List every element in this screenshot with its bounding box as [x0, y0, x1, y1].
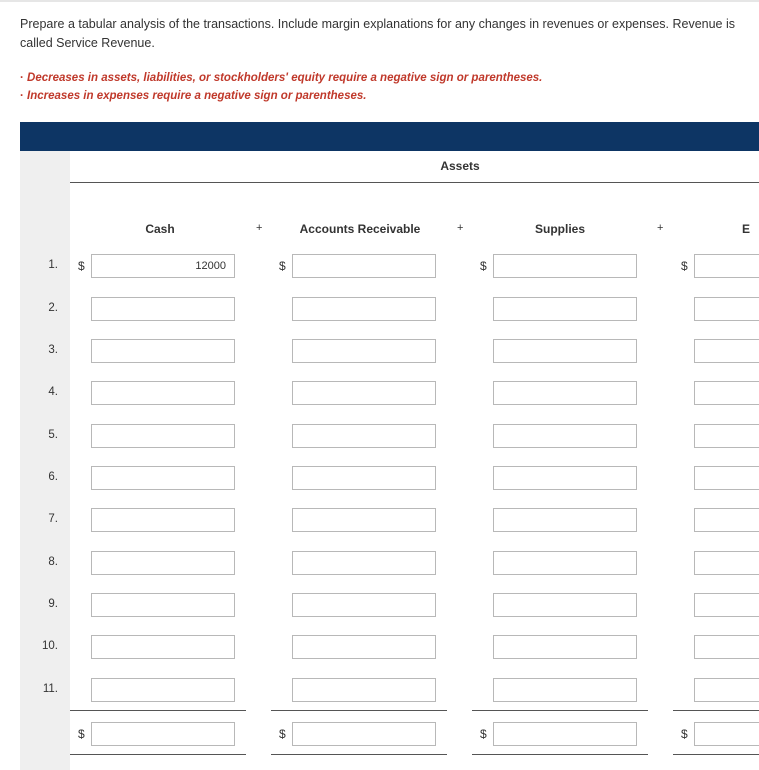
currency-symbol: $ — [480, 727, 487, 741]
input-supplies-row-9[interactable] — [493, 593, 637, 617]
column-header-supplies: Supplies — [534, 222, 585, 236]
row-number: 5. — [48, 429, 58, 441]
double-line-equipment — [673, 754, 759, 755]
input-cash-row-8[interactable] — [91, 551, 235, 575]
assets-group-header: Assets — [440, 159, 480, 173]
input-supplies-row-4[interactable] — [493, 381, 637, 405]
input-equipment-row-2[interactable] — [694, 297, 759, 321]
currency-symbol: $ — [78, 259, 85, 273]
currency-symbol: $ — [78, 727, 85, 741]
row-number: 6. — [48, 471, 58, 483]
sign-notes — [20, 69, 735, 105]
input-accounts-receivable-row-8[interactable] — [292, 551, 436, 575]
column-header-equipment-truncated: E — [742, 222, 751, 236]
input-supplies-row-2[interactable] — [493, 297, 637, 321]
input-supplies-row-10[interactable] — [493, 635, 637, 659]
input-accounts-receivable-row-1[interactable] — [292, 254, 436, 278]
input-equipment-row-8[interactable] — [694, 551, 759, 575]
input-cash-row-1[interactable]: 12000 — [91, 254, 235, 278]
note-increases-text: Increases in expenses require a negative sign or parentheses. — [27, 90, 367, 102]
double-line-accounts-receivable — [271, 754, 447, 755]
plus-operator: + — [256, 222, 263, 234]
row-number: 2. — [48, 302, 58, 314]
double-line-cash — [70, 754, 246, 755]
input-equipment-row-11[interactable] — [694, 678, 759, 702]
plus-operator: + — [457, 222, 464, 234]
input-supplies-row-7[interactable] — [493, 508, 637, 532]
input-cash-total[interactable] — [91, 722, 235, 746]
input-equipment-row-3[interactable] — [694, 339, 759, 363]
total-line-equipment — [673, 710, 759, 711]
row-number: 7. — [48, 513, 58, 525]
bullet-icon: · — [20, 72, 24, 84]
input-cash-row-6[interactable] — [91, 466, 235, 490]
note-decreases-text: Decreases in assets, liabilities, or stockholders' equity require a negative sign or parentheses. — [27, 72, 543, 84]
input-accounts-receivable-row-6[interactable] — [292, 466, 436, 490]
double-line-supplies — [472, 754, 648, 755]
input-accounts-receivable-row-5[interactable] — [292, 424, 436, 448]
input-cash-row-5[interactable] — [91, 424, 235, 448]
total-line-accounts-receivable — [271, 710, 447, 711]
input-supplies-row-5[interactable] — [493, 424, 637, 448]
input-accounts-receivable-total[interactable] — [292, 722, 436, 746]
instructions-text: Prepare a tabular analysis of the transactions. Include margin explanations for any changes in revenues or expenses. Revenue is called Service Revenue. — [20, 17, 736, 50]
input-cash-row-2[interactable] — [91, 297, 235, 321]
input-cash-row-7[interactable] — [91, 508, 235, 532]
tabular-analysis-table — [20, 122, 759, 770]
row-number: 9. — [48, 598, 58, 610]
input-supplies-row-3[interactable] — [493, 339, 637, 363]
row-number: 8. — [48, 556, 58, 568]
total-line-supplies — [472, 710, 648, 711]
input-accounts-receivable-row-10[interactable] — [292, 635, 436, 659]
input-equipment-row-5[interactable] — [694, 424, 759, 448]
note-increases — [20, 87, 735, 105]
input-equipment-row-7[interactable] — [694, 508, 759, 532]
currency-symbol: $ — [279, 727, 286, 741]
input-cash-row-3[interactable] — [91, 339, 235, 363]
input-supplies-row-6[interactable] — [493, 466, 637, 490]
input-accounts-receivable-row-7[interactable] — [292, 508, 436, 532]
plus-operator: + — [657, 222, 664, 234]
input-cash-row-10[interactable] — [91, 635, 235, 659]
currency-symbol: $ — [681, 259, 688, 273]
input-accounts-receivable-row-3[interactable] — [292, 339, 436, 363]
currency-symbol: $ — [480, 259, 487, 273]
column-header-accounts-receivable: Accounts Receivable — [299, 222, 421, 236]
note-decreases — [20, 69, 735, 87]
input-equipment-row-1[interactable] — [694, 254, 759, 278]
input-supplies-row-11[interactable] — [493, 678, 637, 702]
input-cash-row-9[interactable] — [91, 593, 235, 617]
top-divider — [0, 0, 759, 2]
input-accounts-receivable-row-11[interactable] — [292, 678, 436, 702]
input-supplies-row-1[interactable] — [493, 254, 637, 278]
row-number: 4. — [48, 386, 58, 398]
input-equipment-row-6[interactable] — [694, 466, 759, 490]
input-cash-row-4[interactable] — [91, 381, 235, 405]
bullet-icon: · — [20, 90, 24, 102]
table-banner — [20, 122, 759, 151]
input-equipment-row-10[interactable] — [694, 635, 759, 659]
currency-symbol: $ — [279, 259, 286, 273]
input-supplies-row-8[interactable] — [493, 551, 637, 575]
input-accounts-receivable-row-4[interactable] — [292, 381, 436, 405]
input-cash-row-11[interactable] — [91, 678, 235, 702]
assets-underline — [70, 182, 759, 183]
total-line-cash — [70, 710, 246, 711]
input-equipment-row-4[interactable] — [694, 381, 759, 405]
row-number: 10. — [42, 640, 58, 652]
input-accounts-receivable-row-2[interactable] — [292, 297, 436, 321]
row-number: 3. — [48, 344, 58, 356]
input-accounts-receivable-row-9[interactable] — [292, 593, 436, 617]
row-number-column — [20, 151, 70, 770]
input-equipment-row-9[interactable] — [694, 593, 759, 617]
column-header-cash: Cash — [145, 222, 175, 236]
row-number: 1. — [48, 259, 58, 271]
input-equipment-total[interactable] — [694, 722, 759, 746]
row-number: 11. — [42, 683, 58, 695]
input-supplies-total[interactable] — [493, 722, 637, 746]
currency-symbol: $ — [681, 727, 688, 741]
